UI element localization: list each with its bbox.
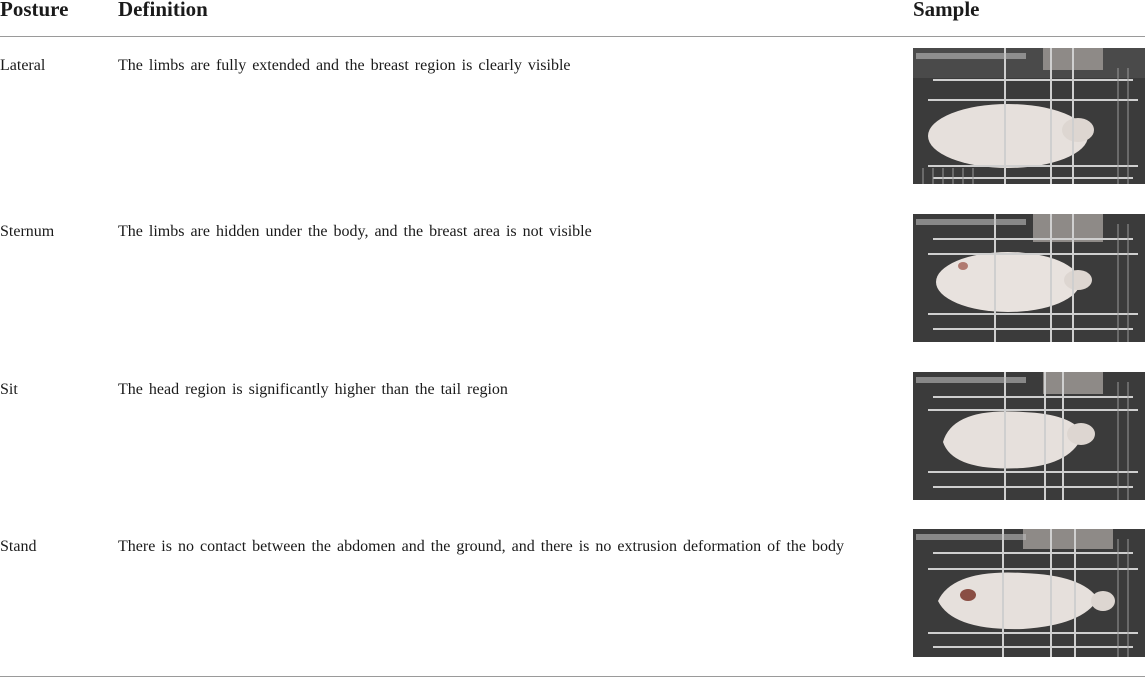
sample-image-stand bbox=[913, 529, 1145, 665]
posture-cell: Lateral bbox=[0, 57, 46, 74]
sample-image-sit bbox=[913, 372, 1145, 508]
table-bottom-rule bbox=[0, 676, 1145, 677]
definition-cell: There is no contact between the abdomen and the ground, and there is no extrusion deformation of the body bbox=[118, 538, 845, 555]
definition-cell: The limbs are fully extended and the breast region is clearly visible bbox=[118, 57, 571, 74]
sample-image-sternum bbox=[913, 214, 1145, 350]
definition-cell: The limbs are hidden under the body, and the breast area is not visible bbox=[118, 223, 592, 240]
posture-cell: Sternum bbox=[0, 223, 55, 240]
table-header bbox=[0, 0, 1145, 36]
posture-cell: Sit bbox=[0, 381, 18, 398]
header-rule bbox=[0, 36, 1145, 37]
header-definition: Definition bbox=[118, 0, 208, 21]
sample-image-lateral bbox=[913, 48, 1145, 184]
header-posture: Posture bbox=[0, 0, 69, 21]
header-sample: Sample bbox=[913, 0, 980, 21]
posture-cell: Stand bbox=[0, 538, 37, 555]
definition-cell: The head region is significantly higher than the tail region bbox=[118, 381, 508, 398]
